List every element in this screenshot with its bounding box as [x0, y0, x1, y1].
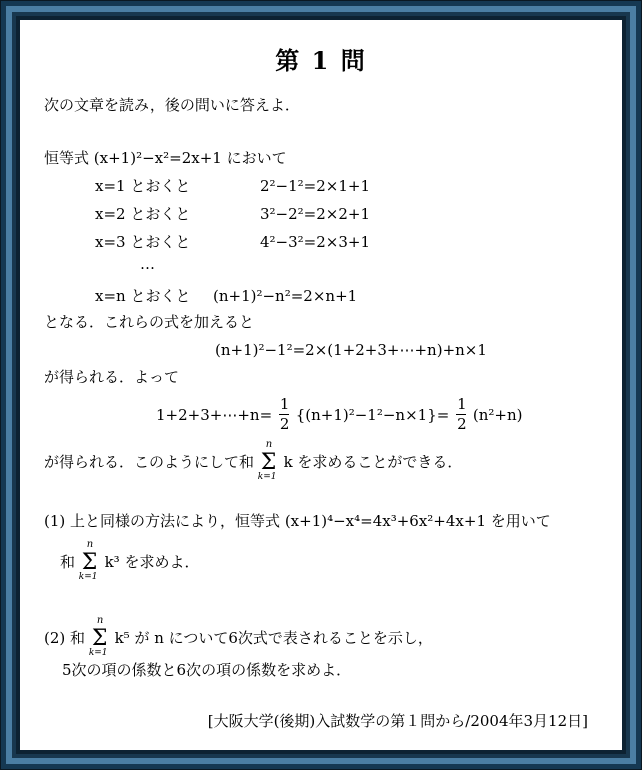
question-1-line-2 — [60, 539, 200, 582]
summation-symbol — [257, 439, 278, 482]
q1-sum-bottom: k=1 — [78, 572, 98, 582]
q2-sum-before: (2) 和 — [44, 629, 86, 647]
formula-line — [156, 395, 523, 433]
fraction-one-half-2 — [456, 395, 467, 433]
q2-sigma-icon: Σ — [91, 626, 108, 651]
q1-sum-top: n — [86, 539, 94, 550]
row-n-right: (n+1)²−n²=2×n+1 — [213, 287, 358, 305]
result-before: が得られる．このようにして和 — [44, 453, 255, 471]
q1-sum-after: k³ を求めよ． — [104, 553, 200, 571]
lead-expression: (x+1)²−x²=2x+1 — [93, 149, 222, 167]
after-rows-text: となる．これらの式を加えると — [44, 313, 255, 331]
q1-label-text: (1) 上と同様の方法により，恒等式 — [44, 512, 281, 530]
question-2-line-1 — [44, 615, 433, 658]
question-2-line-2: 5次の項の係数と6次の項の係数を求めよ． — [62, 661, 352, 679]
then-text: が得られる．よって — [44, 368, 180, 386]
row-2-right: 3²−2²=2×2+1 — [260, 205, 371, 223]
fraction-denominator-2: 2 — [457, 415, 467, 433]
row-1-left: x=1 とおくと — [95, 177, 191, 195]
q2-sum-top: n — [96, 615, 104, 626]
source-citation: [大阪大学(後期)入試数学の第１問から/2004年3月12日] — [207, 712, 588, 730]
page-title: 第 1 問 — [275, 46, 367, 75]
result-line — [44, 439, 463, 482]
sum-bottom: k=1 — [257, 472, 277, 482]
q1-tail-text: を用いて — [490, 512, 551, 530]
lead-line — [44, 151, 287, 166]
question-1-line-1 — [44, 514, 551, 529]
row-3-left: x=3 とおくと — [95, 233, 191, 251]
fraction-numerator-2: 1 — [457, 395, 467, 413]
q2-summation-symbol — [88, 615, 109, 658]
sigma-icon: Σ — [260, 450, 277, 475]
formula-left: 1+2+3+⋯+n= — [156, 406, 273, 424]
result-after: k を求めることができる． — [283, 453, 463, 471]
row-3-right: 4²−3²=2×3+1 — [260, 233, 371, 251]
q2-sum-bottom: k=1 — [88, 648, 108, 658]
formula-mid: {(n+1)²−1²−n×1}= — [295, 406, 450, 424]
lead-after: において — [226, 149, 287, 167]
intro-text: 次の文章を読み，後の問いに答えよ． — [44, 96, 300, 114]
q1-sigma-icon: Σ — [81, 550, 98, 575]
problem-sheet — [20, 20, 622, 750]
row-n-left: x=n とおくと — [95, 287, 191, 305]
sum-top: n — [265, 439, 273, 450]
row-1-right: 2²−1²=2×1+1 — [260, 177, 371, 195]
q2-sum-after: k⁵ が n について6次式で表されることを示し， — [114, 629, 433, 647]
q1-expression: (x+1)⁴−x⁴=4x³+6x²+4x+1 — [284, 512, 486, 530]
fraction-numerator: 1 — [279, 395, 290, 413]
fraction-one-half — [279, 395, 290, 433]
sum-expression: (n+1)²−1²=2×(1+2+3+⋯+n)+n×1 — [215, 341, 487, 359]
row-2-left: x=2 とおくと — [95, 205, 191, 223]
fraction-denominator: 2 — [279, 415, 290, 433]
q1-summation-symbol — [78, 539, 99, 582]
ellipsis-row: … — [140, 255, 155, 273]
formula-right: (n²+n) — [472, 406, 523, 424]
lead-before: 恒等式 — [44, 149, 90, 167]
q1-sum-before: 和 — [60, 553, 76, 571]
